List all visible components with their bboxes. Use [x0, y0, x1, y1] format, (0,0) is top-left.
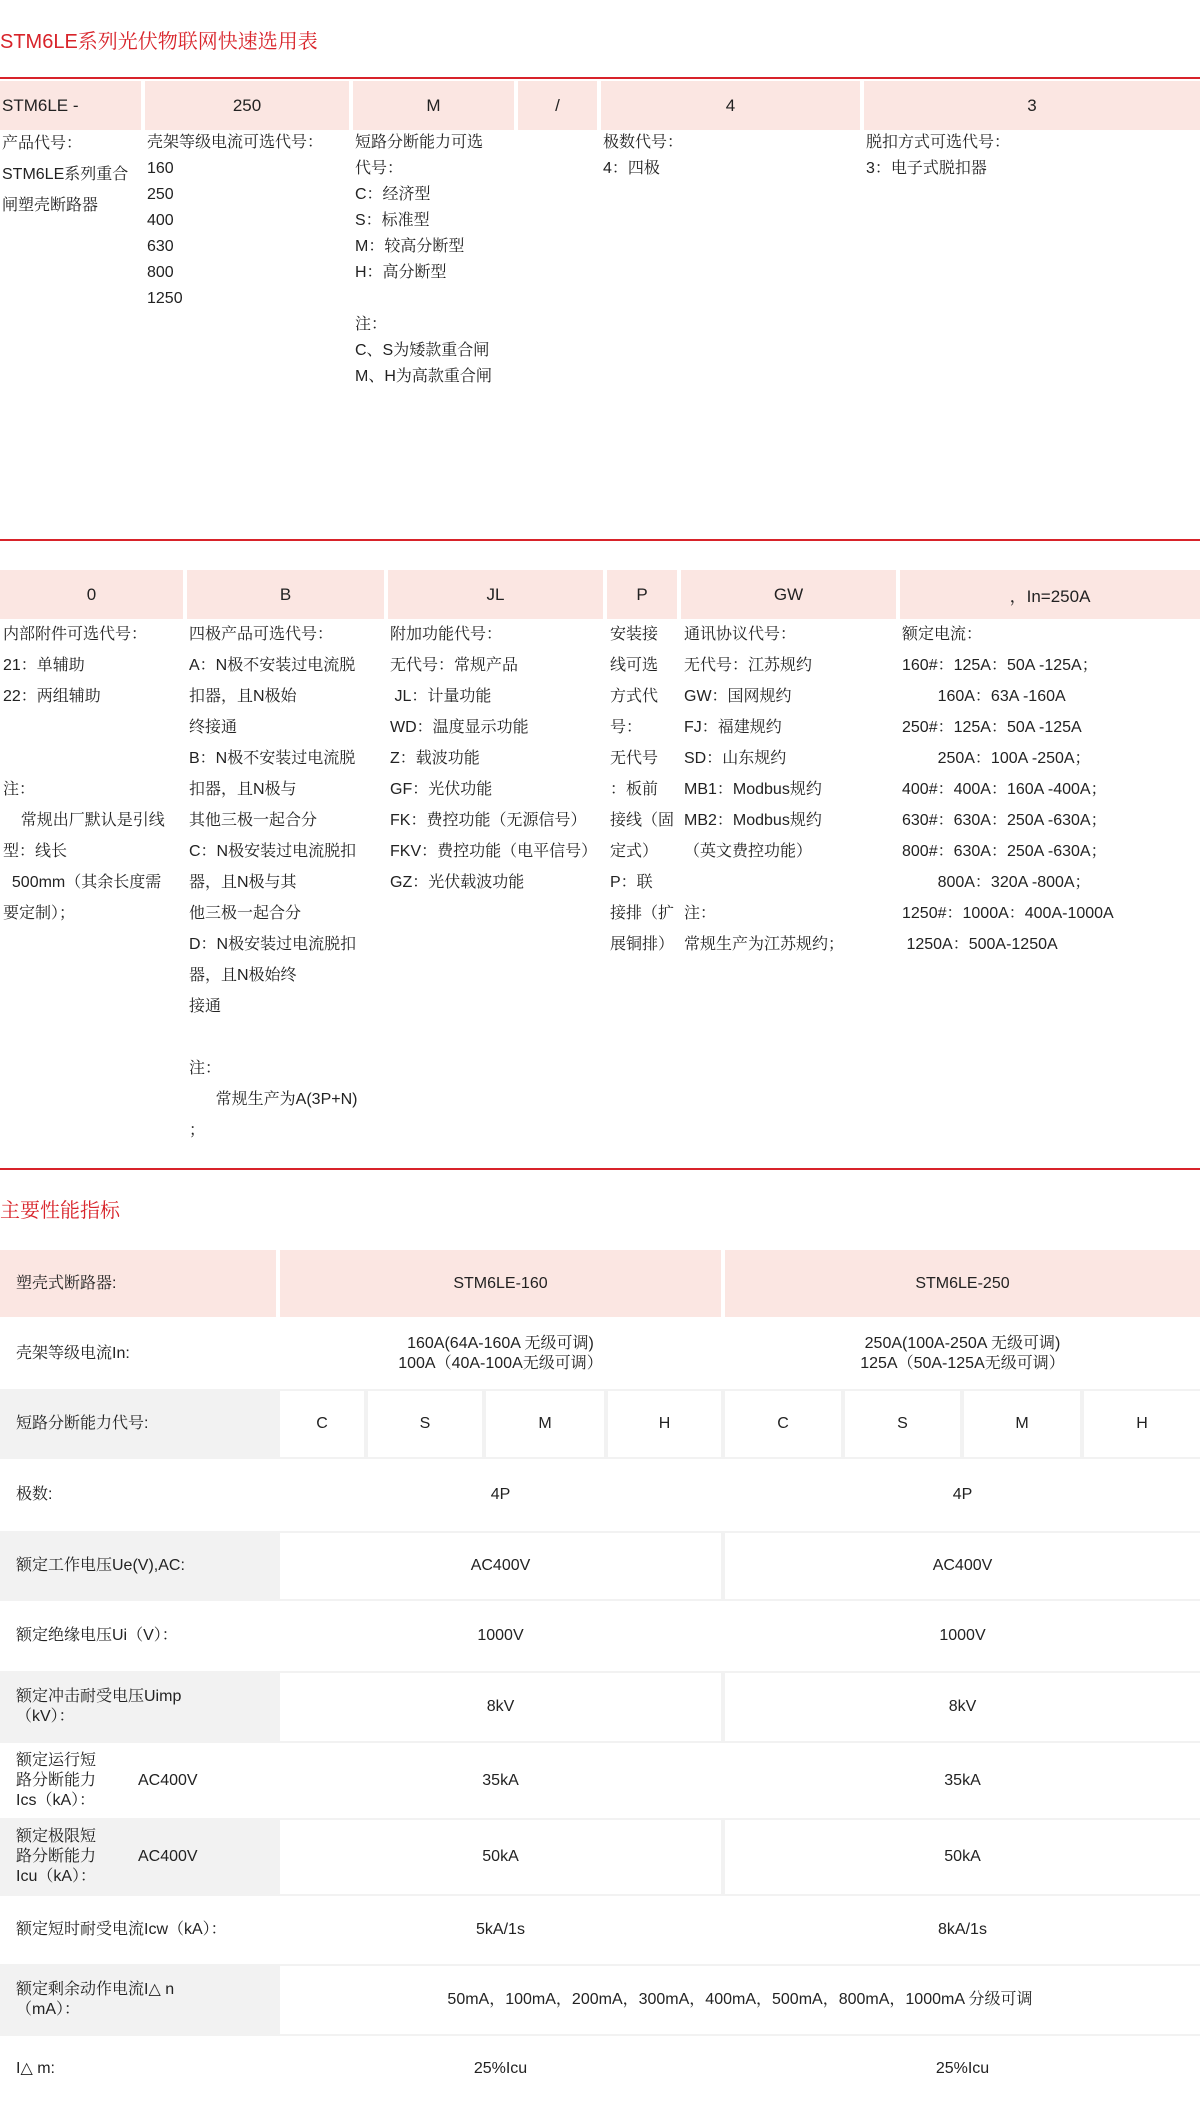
- breaking-code-m2: M: [964, 1391, 1080, 1457]
- idm-250: 25%Icu: [935, 2060, 990, 2077]
- ics-160: 35kA: [482, 1771, 519, 1789]
- header-cell-poles: 4: [601, 81, 860, 130]
- icu-label: 额定极限短 路分断能力 Icu（kA）：: [16, 1828, 97, 1885]
- icw-250: 8kA/1s: [938, 1921, 987, 1938]
- ue-label: 额定工作电压Ue(V),AC:: [16, 1557, 185, 1574]
- breaking-code-label: 短路分断能力代号:: [16, 1415, 149, 1432]
- frame-current-column: 壳架等级电流可选代号： 160 250 400 630 800 1250: [147, 134, 324, 307]
- poles-250: 4P: [952, 1486, 973, 1503]
- header-cell-series: STM6LE -: [0, 81, 141, 130]
- icu-160: 50kA: [280, 1820, 721, 1894]
- idm-160: 25%Icu: [473, 2060, 528, 2077]
- four-pole-column: 四极产品可选代号： A：N极不安装过电流脱 扣器，且N极始 终接通 B：N极不安装过电流脱 扣器，且N极与 其他三极一起合分 C：N极安装过电流脱扣 器，且N极与其 他三极一起合分 D：N极安装过电流脱扣 器，且N极始终 接通 注： 常规生产为A(3P+N) ；: [189, 626, 358, 1139]
- header-cell-fourpole: B: [187, 570, 384, 619]
- function-column: 附加功能代号： 无代号：常规产品 JL：计量功能 WD：温度显示功能 Z：载波功能 GF：光伏功能 FK：费控功能（无源信号） FKV：费控功能（电平信号） GZ：光伏载波功能: [390, 626, 598, 891]
- ui-label: 额定绝缘电压Ui（V）：: [16, 1627, 178, 1644]
- model-250: STM6LE-250: [725, 1250, 1200, 1317]
- accessory-column: 内部附件可选代号： 21：单辅助 22：两组辅助 注： 常规出厂默认是引线 型：线长 500mm（其余长度需 要定制）；: [3, 626, 165, 922]
- frame-current-160: 160A(64A-160A 无级可调) 100A（40A-100A无级可调）: [398, 1335, 603, 1372]
- section1-title: STM6LE系列光伏物联网快速选用表: [0, 31, 318, 53]
- ue-250: AC400V: [725, 1533, 1200, 1599]
- section1-top-divider: [0, 77, 1200, 79]
- section2-top-divider: [0, 539, 1200, 541]
- header-cell-protocol: GW: [681, 570, 896, 619]
- header-cell-slash: /: [518, 81, 597, 130]
- uimp-160: 8kV: [280, 1673, 721, 1741]
- icw-160: 5kA/1s: [476, 1921, 525, 1938]
- trip-unit-column: 脱扣方式可选代号： 3：电子式脱扣器: [866, 134, 1011, 177]
- section3-title: 主要性能指标: [0, 1200, 120, 1222]
- model-160: STM6LE-160: [280, 1250, 721, 1317]
- header-cell-function: JL: [388, 570, 603, 619]
- poles-column: 极数代号： 4：四极: [603, 134, 684, 177]
- install-column: 安装接 线可选 方式代 号： 无代号 ：板前 接线（固 定式） P：联 接排（扩 展铜排）: [610, 626, 675, 953]
- header-cell-breaking: M: [353, 81, 514, 130]
- protocol-column: 通讯协议代号： 无代号：江苏规约 GW：国网规约 FJ：福建规约 SD：山东规约 MB1：Modbus规约 MB2：Modbus规约 （英文费控功能） 注： 常规生产为江苏规约；: [684, 626, 845, 953]
- ui-160: 1000V: [477, 1627, 524, 1644]
- icu-voltage: AC400V: [138, 1848, 198, 1865]
- ui-250: 1000V: [939, 1627, 986, 1644]
- breaking-capacity-column: 短路分断能力可选 代号： C：经济型 S：标准型 M：较高分断型 H：高分断型 注： C、S为矮款重合闸 M、H为高款重合闸: [355, 134, 492, 385]
- idm-label: I△ m:: [16, 2060, 55, 2077]
- breaking-code-c2: C: [725, 1391, 841, 1457]
- idn-label: 额定剩余动作电流I△ n （mA）：: [16, 1981, 175, 2018]
- uimp-label: 额定冲击耐受电压Uimp （kV）：: [16, 1688, 182, 1725]
- uimp-250: 8kV: [725, 1673, 1200, 1741]
- icw-label: 额定短时耐受电流Icw（kA）：: [16, 1921, 227, 1938]
- breaking-code-h2: H: [1084, 1391, 1200, 1457]
- header-cell-install: P: [607, 570, 677, 619]
- frame-current-250: 250A(100A-250A 无级可调) 125A（50A-125A无级可调）: [860, 1335, 1065, 1372]
- ics-voltage: AC400V: [138, 1771, 198, 1789]
- section2-bottom-divider: [0, 1168, 1200, 1170]
- breaking-code-h1: H: [608, 1391, 721, 1457]
- header-cell-current: ，In=250A: [900, 570, 1200, 619]
- ue-160: AC400V: [280, 1533, 721, 1599]
- poles-label: 极数:: [16, 1486, 53, 1503]
- poles-160: 4P: [490, 1486, 511, 1503]
- header-cell-trip: 3: [864, 81, 1200, 130]
- header-cell-frame: 250: [145, 81, 349, 130]
- ics-label: 额定运行短 路分断能力 Ics（kA）：: [16, 1751, 97, 1809]
- breaking-code-s1: S: [368, 1391, 482, 1457]
- idn-value: 50mA，100mA，200mA，300mA，400mA，500mA，800mA，1000mA 分级可调: [280, 1966, 1200, 2034]
- breaking-code-c1: C: [280, 1391, 364, 1457]
- breaking-code-s2: S: [845, 1391, 960, 1457]
- breaking-code-m1: M: [486, 1391, 604, 1457]
- model-label: 塑壳式断路器:: [0, 1250, 276, 1317]
- icu-250: 50kA: [725, 1820, 1200, 1894]
- product-code-column: 产品代号： STM6LE系列重合 闸塑壳断路器: [2, 135, 129, 214]
- rated-current-column: 额定电流： 160#：125A：50A -125A； 160A：63A -160A 250#：125A：50A -125A 250A：100A -250A； 400#：400A：160A -400A； 630#：630A：250A -630A； 800#：630A：250A -630A； 800A：320A -800A； 1250#：1000A：400A-1000A 1250A：500A-1250A: [902, 626, 1114, 953]
- header-cell-accessory: 0: [0, 570, 183, 619]
- frame-current-label: 壳架等级电流In:: [16, 1345, 130, 1362]
- ics-250: 35kA: [944, 1771, 981, 1789]
